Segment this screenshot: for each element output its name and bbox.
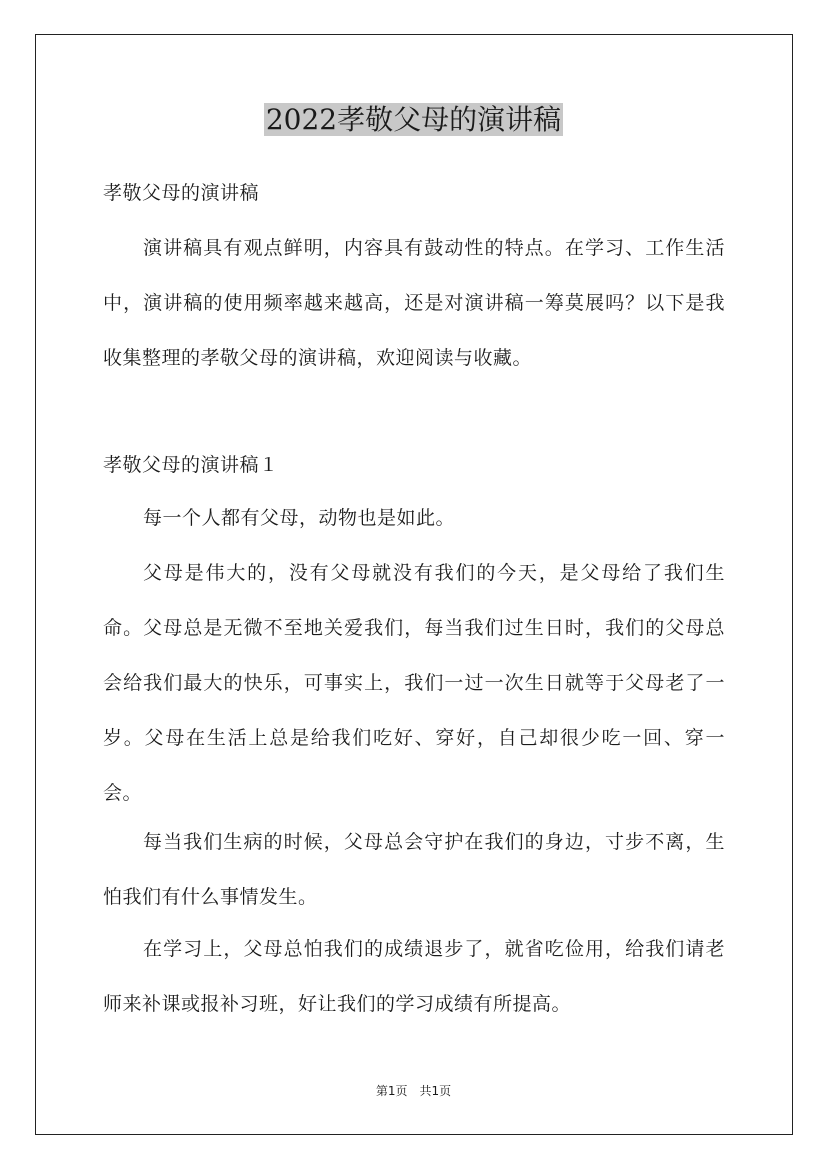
document-title: [0, 100, 827, 140]
paragraph-1: 每一个人都有父母，动物也是如此。: [143, 507, 456, 529]
paragraph-3: 每当我们生病的时候，父母总会守护在我们的身边，寸步不离，生怕我们有什么事情发生。: [103, 831, 725, 908]
paragraph-2: 父母是伟大的，没有父母就没有我们的今天，是父母给了我们生命。父母总是无微不至地关爱我们，每当我们过生日时，我们的父母总会给我们最大的快乐，可事实上，我们一过一次生日就等于父母老了一岁。父母在生活上总是给我们吃好、穿好，自己却很少吃一回、穿一会。: [103, 562, 725, 804]
document-title-text: 2022孝敬父母的演讲稿: [265, 103, 562, 136]
section-heading: 孝敬父母的演讲稿１: [103, 454, 279, 476]
subtitle: 孝敬父母的演讲稿: [103, 182, 260, 204]
intro-paragraph: 演讲稿具有观点鲜明，内容具有鼓动性的特点。在学习、工作生活中，演讲稿的使用频率越来越高，还是对演讲稿一筹莫展吗？以下是我收集整理的孝敬父母的演讲稿，欢迎阅读与收藏。: [103, 237, 725, 369]
page-footer: 第1页 共1页: [375, 1084, 452, 1098]
paragraph-4: 在学习上，父母总怕我们的成绩退步了，就省吃俭用，给我们请老师来补课或报补习班，好让我们的学习成绩有所提高。: [103, 938, 725, 1015]
